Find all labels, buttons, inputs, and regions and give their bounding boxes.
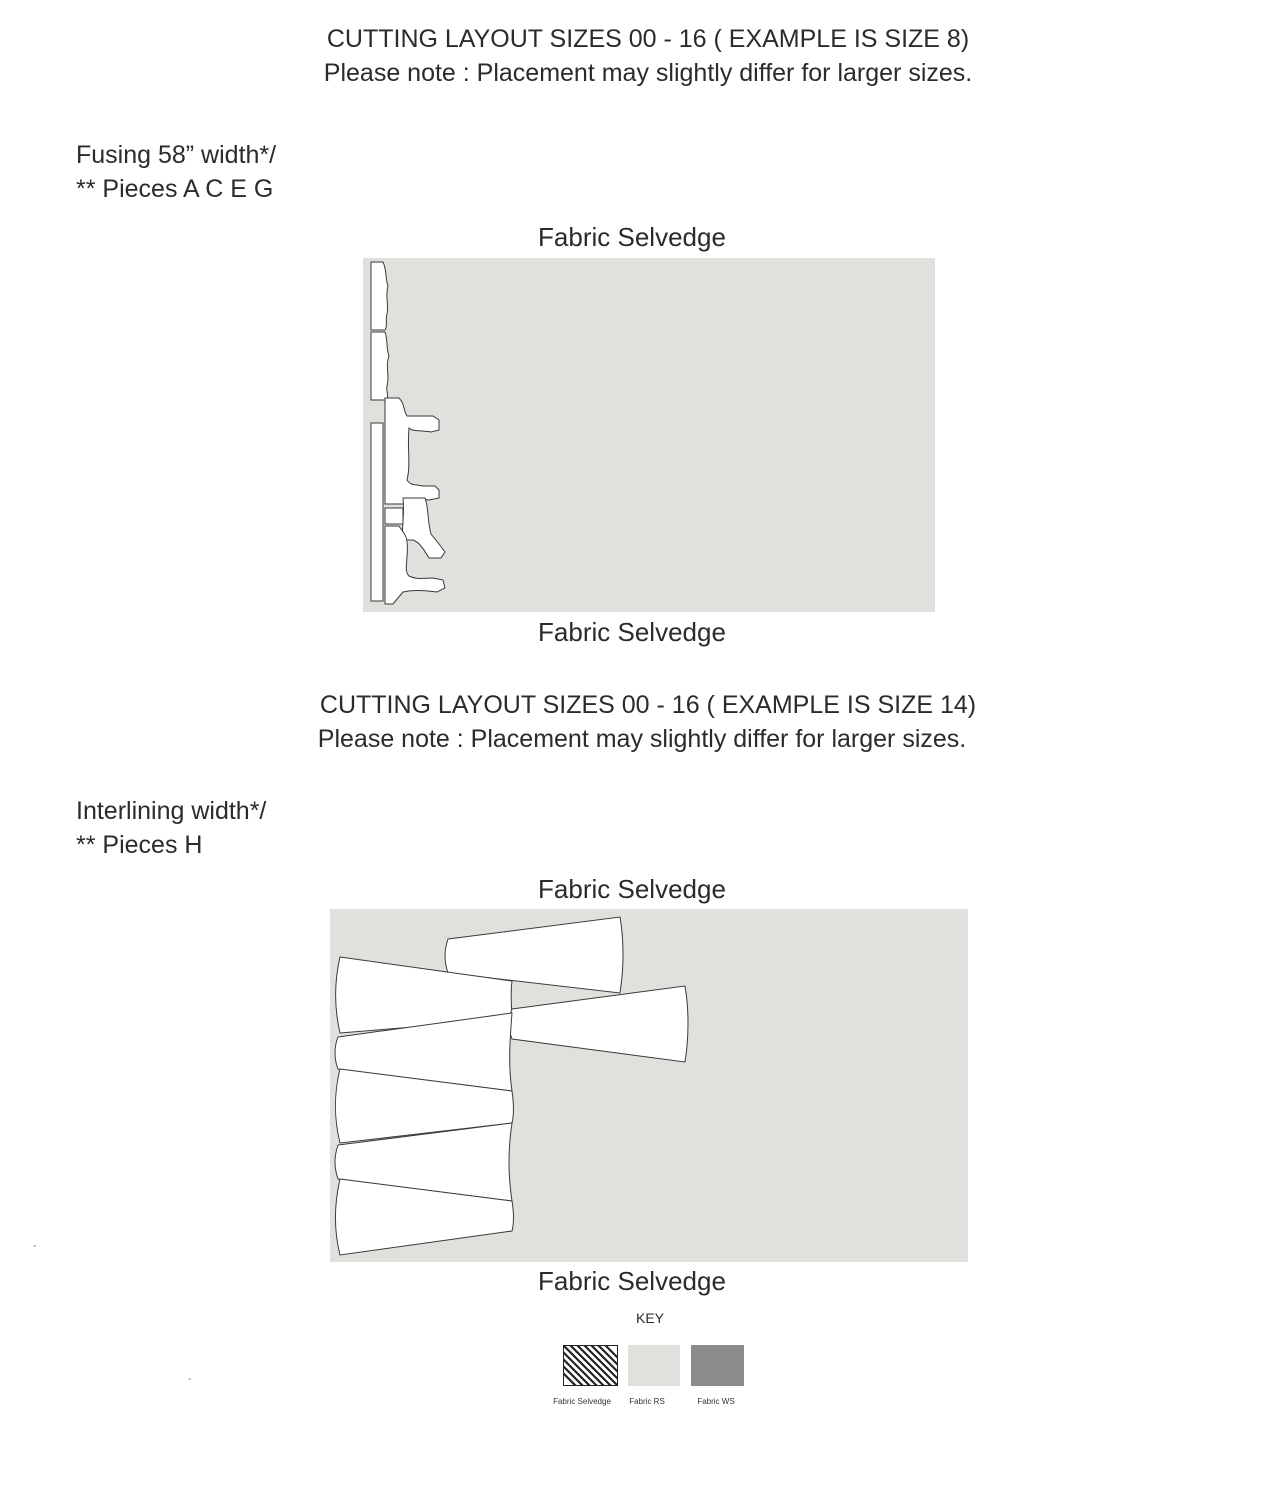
layout2-layout-diagram bbox=[330, 909, 968, 1262]
key-swatch-ws bbox=[691, 1345, 744, 1386]
hatch-swatch-icon bbox=[563, 1345, 618, 1386]
key-label-selvedge: Fabric Selvedge bbox=[553, 1397, 611, 1406]
piece-strip bbox=[371, 332, 389, 400]
key-label-rs: Fabric RS bbox=[629, 1397, 665, 1406]
stray-mark: - bbox=[33, 1241, 37, 1252]
layout1-fabric-label: Fusing 58” width*/ bbox=[76, 141, 277, 169]
piece-small bbox=[385, 508, 403, 524]
key-title: KEY bbox=[635, 1310, 664, 1326]
layout2-note: Please note : Placement may slightly differ for larger sizes. bbox=[317, 725, 967, 753]
layout1-layout-diagram bbox=[363, 258, 935, 612]
layout2-fabric-panel bbox=[330, 909, 968, 1262]
layout1-note: Please note : Placement may slightly differ for larger sizes. bbox=[323, 59, 973, 87]
stray-mark: - bbox=[188, 1374, 192, 1385]
layout1-selvedge-top: Fabric Selvedge bbox=[538, 222, 726, 252]
piece-strip bbox=[371, 262, 388, 330]
layout1-selvedge-bottom: Fabric Selvedge bbox=[538, 617, 726, 647]
piece-long-strip bbox=[371, 423, 383, 601]
key-label-ws: Fabric WS bbox=[697, 1397, 735, 1406]
layout1-pieces-label: ** Pieces A C E G bbox=[76, 175, 274, 203]
key-swatch-selvedge bbox=[563, 1345, 618, 1386]
layout2-fabric-label: Interlining width*/ bbox=[76, 797, 267, 825]
layout2-selvedge-bottom: Fabric Selvedge bbox=[538, 1266, 726, 1296]
layout2-pieces-label: ** Pieces H bbox=[76, 831, 203, 859]
key-swatch-rs bbox=[628, 1345, 680, 1386]
layout2-title: CUTTING LAYOUT SIZES 00 - 16 ( EXAMPLE IS SIZE 14) bbox=[319, 691, 977, 719]
layout1-fabric-panel bbox=[363, 258, 935, 612]
layout2-selvedge-top: Fabric Selvedge bbox=[538, 874, 726, 904]
fabric-rs-area bbox=[363, 258, 935, 612]
layout1-title: CUTTING LAYOUT SIZES 00 - 16 ( EXAMPLE IS SIZE 8) bbox=[326, 25, 970, 53]
